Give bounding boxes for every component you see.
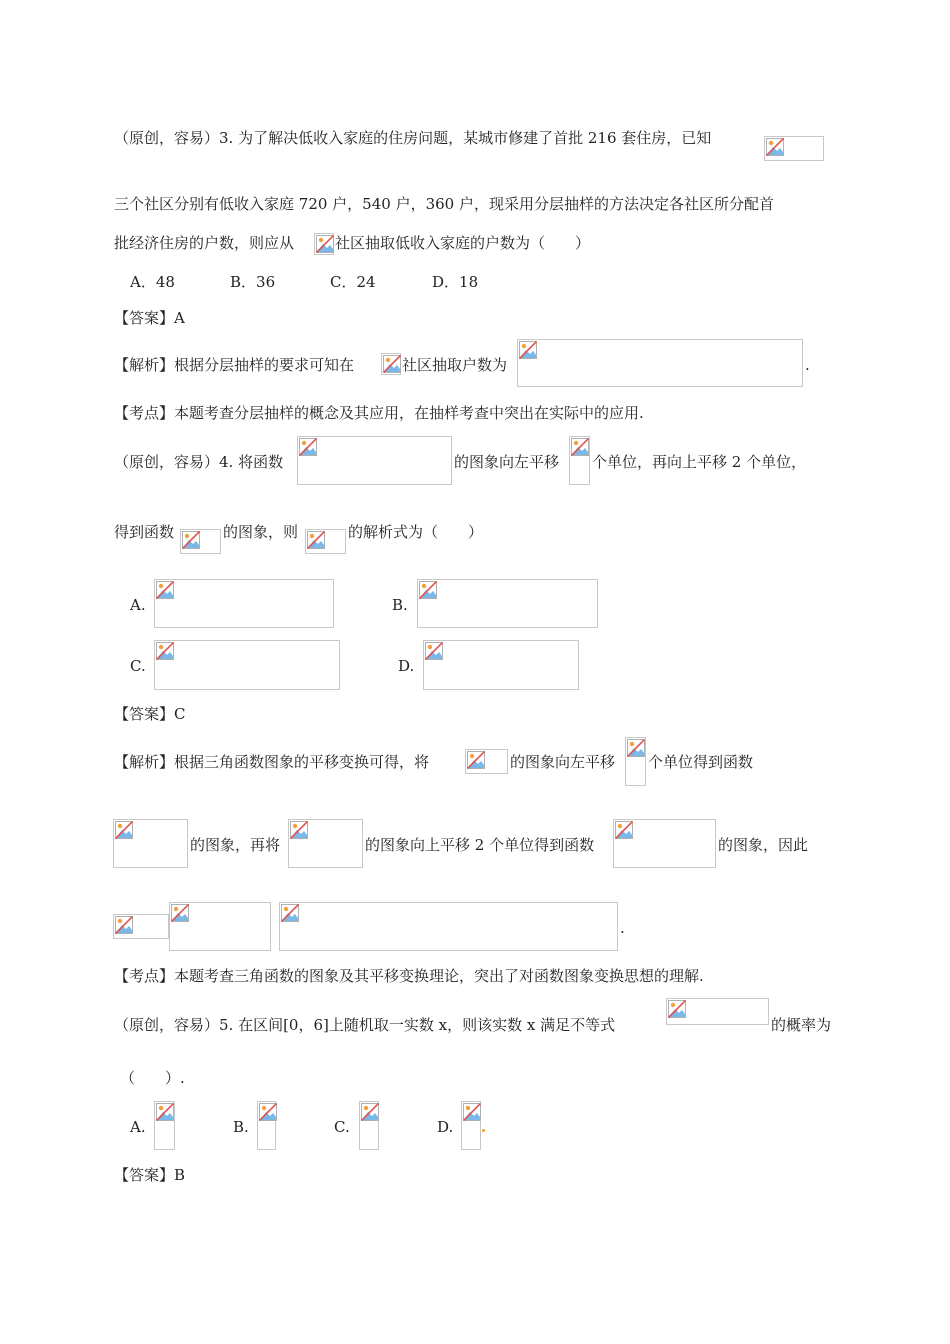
formula-image [517, 339, 803, 387]
q3-line2: 三个社区分别有低收入家庭 720 户，540 户，360 户，现采用分层抽样的方法决定各社区所分配首 [114, 195, 774, 213]
broken-image-icon [419, 581, 437, 599]
q5-line1-start: （原创，容易）5. 在区间[0，6]上随机取一实数 x，则该实数 x 满足不等式 [114, 1016, 616, 1034]
broken-image-icon [156, 581, 174, 599]
broken-image-icon [615, 821, 633, 839]
formula-image [154, 1101, 175, 1150]
broken-image-icon [627, 739, 645, 757]
broken-image-icon [156, 642, 174, 660]
q3-line1: （原创，容易）3. 为了解决低收入家庭的住房问题，某城市修建了首批 216 套住房，已知 [114, 129, 712, 147]
formula-image [180, 529, 221, 554]
q3-option-a: A．48 [130, 273, 175, 291]
formula-image [154, 640, 340, 690]
q4-analysis-line1-end: 个单位得到函数 [648, 753, 754, 771]
broken-image-icon [766, 138, 784, 156]
q5-option-c: C. [334, 1118, 350, 1136]
q4-option-a: A. [130, 596, 146, 614]
q5-line2: （ ）. [120, 1069, 185, 1087]
formula-image [764, 136, 824, 161]
q3-analysis-start: 【解析】根据分层抽样的要求可知在 [114, 356, 355, 374]
q3-analysis-end: . [805, 356, 810, 374]
q3-line3-end: 社区抽取低收入家庭的户数为（ ） [335, 234, 591, 252]
q4-line1-end: 个单位，再向上平移 2 个单位， [592, 453, 807, 471]
q5-answer: 【答案】B [114, 1166, 186, 1184]
broken-image-icon [281, 904, 299, 922]
q4-line1-start: （原创，容易）4. 将函数 [114, 453, 284, 471]
formula-image [461, 1101, 481, 1150]
formula-image [381, 353, 401, 375]
q4-analysis-line1-mid: 的图象向左平移 [510, 753, 616, 771]
formula-image [113, 914, 169, 939]
formula-image [169, 902, 271, 951]
broken-image-icon [316, 235, 334, 253]
broken-image-icon [467, 751, 485, 769]
broken-image-icon [668, 1000, 686, 1018]
formula-image [113, 819, 188, 868]
q4-option-d: D. [398, 657, 415, 675]
decorative-dot [482, 1129, 485, 1132]
q4-answer: 【答案】C [114, 705, 186, 723]
broken-image-icon [425, 642, 443, 660]
q4-analysis-line1-start: 【解析】根据三角函数图象的平移变换可得，将 [114, 753, 430, 771]
q4-line1-mid: 的图象向左平移 [454, 453, 560, 471]
broken-image-icon [463, 1103, 481, 1121]
q4-option-b: B. [392, 596, 408, 614]
q4-kaodian: 【考点】本题考查三角函数的图象及其平移变换理论，突出了对函数图象变换思想的理解. [114, 967, 704, 985]
q3-kaodian: 【考点】本题考查分层抽样的概念及其应用，在抽样考查中突出在实际中的应用. [114, 404, 644, 422]
q4-line2-end: 的解析式为（ ） [348, 523, 484, 541]
broken-image-icon [383, 355, 401, 373]
broken-image-icon [571, 438, 589, 456]
formula-image [569, 436, 590, 485]
q4-analysis-line2-end: 的图象，因此 [718, 836, 809, 854]
formula-image [666, 998, 769, 1025]
q4-analysis-line2-mid: 的图象向上平移 2 个单位得到函数 [365, 836, 595, 854]
formula-image [257, 1101, 276, 1150]
formula-image [423, 640, 579, 690]
formula-image [297, 436, 452, 485]
q3-analysis-mid: 社区抽取户数为 [402, 356, 508, 374]
q4-option-c: C. [130, 657, 146, 675]
broken-image-icon [171, 904, 189, 922]
q4-line2-mid: 的图象，则 [223, 523, 299, 541]
q5-option-d: D. [437, 1118, 454, 1136]
q3-answer: 【答案】A [114, 309, 185, 327]
q4-analysis-line2-start: 的图象，再将 [190, 836, 281, 854]
q3-option-c: C．24 [330, 273, 376, 291]
q3-line3-start: 批经济住房的户数，则应从 [114, 234, 295, 252]
broken-image-icon [361, 1103, 379, 1121]
broken-image-icon [115, 916, 133, 934]
formula-image [465, 749, 508, 774]
formula-image [625, 737, 646, 786]
q3-option-d: D．18 [432, 273, 479, 291]
broken-image-icon [299, 438, 317, 456]
broken-image-icon [307, 531, 325, 549]
formula-image [305, 529, 346, 554]
q5-line1-end: 的概率为 [771, 1016, 832, 1034]
formula-image [417, 579, 598, 628]
formula-image [359, 1101, 379, 1150]
formula-image [279, 902, 618, 951]
q4-line2-start: 得到函数 [114, 523, 175, 541]
broken-image-icon [290, 821, 308, 839]
formula-image [314, 233, 334, 255]
broken-image-icon [259, 1103, 277, 1121]
formula-image [613, 819, 716, 868]
formula-image [154, 579, 334, 628]
q5-option-a: A. [130, 1118, 146, 1136]
broken-image-icon [115, 821, 133, 839]
broken-image-icon [182, 531, 200, 549]
broken-image-icon [519, 341, 537, 359]
q3-option-b: B．36 [230, 273, 276, 291]
formula-image [288, 819, 363, 868]
q4-analysis-end: . [620, 919, 625, 937]
q5-option-b: B. [233, 1118, 249, 1136]
broken-image-icon [156, 1103, 174, 1121]
